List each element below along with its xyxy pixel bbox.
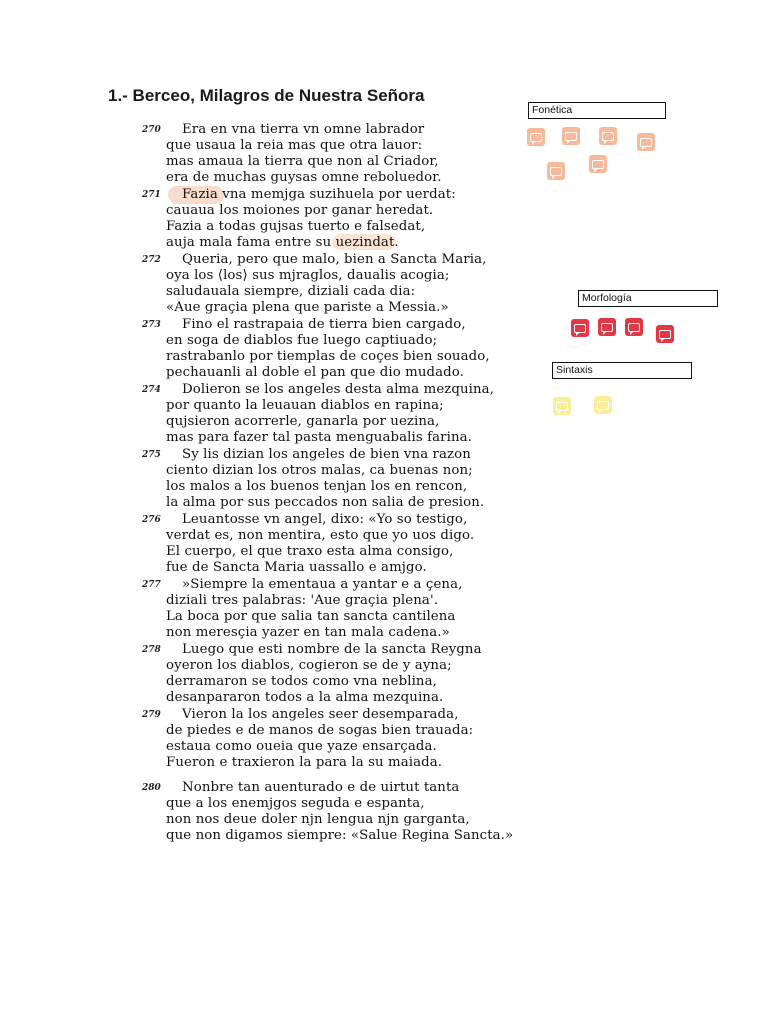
comment-bubble-icon[interactable] xyxy=(598,318,616,336)
verse-line: »Siempre la ementaua a yantar e a çena, xyxy=(182,577,463,592)
verse-line: mas amaua la tierra que non al Criador, xyxy=(166,154,439,169)
verse-line: ciento dizian los otros malas, ca buenas non; xyxy=(166,463,473,478)
comment-bubble-icon[interactable] xyxy=(571,319,589,337)
verse-line: Fueron e traxieron la para la su maiada. xyxy=(166,755,443,770)
verse-line: que usaua la reia mas que otra lauor: xyxy=(166,138,423,153)
sintaxis-label[interactable]: Sintaxis xyxy=(552,362,692,379)
verse-line: verdat es, non mentira, esto que yo uos digo. xyxy=(166,528,475,543)
comment-bubble-icon[interactable] xyxy=(562,127,580,145)
verse-line: oya los ⟨los⟩ sus mjraglos, daualis acogia; xyxy=(166,268,450,283)
verse-line: Leuantosse vn angel, dixo: «Yo so testigo, xyxy=(182,512,468,527)
verse-line: El cuerpo, el que traxo esta alma consigo, xyxy=(166,544,454,559)
verse-line: saludauala siempre, diziali cada dia: xyxy=(166,284,416,299)
verse-line: los malos a los buenos tenjan los en rencon, xyxy=(166,479,468,494)
verse-line: auja mala fama entre su uezindat. xyxy=(166,235,399,250)
verse-line: qujsieron acorrerle, ganarla por uezina, xyxy=(166,414,440,429)
verse-line: Sy lis dizian los angeles de bien vna razon xyxy=(182,447,471,462)
stanza-number: 275 xyxy=(142,450,161,460)
verse-line: Luego que esti nombre de la sancta Reygna xyxy=(182,642,482,657)
verse-line: Fazia a todas gujsas tuerto e falsedat, xyxy=(166,219,426,234)
verse-line: era de muchas guysas omne reboluedor. xyxy=(166,170,442,185)
stanza-number: 270 xyxy=(142,125,161,135)
verse-line: Fazia vna memjga suzihuela por uerdat: xyxy=(182,187,456,202)
verse-line: Era en vna tierra vn omne labrador xyxy=(182,122,425,137)
stanza xyxy=(142,512,522,576)
verse-line: Vieron la los angeles seer desemparada, xyxy=(182,707,459,722)
morfologia-label[interactable]: Morfología xyxy=(578,290,718,307)
stanza-number: 271 xyxy=(142,190,161,200)
comment-bubble-icon[interactable] xyxy=(625,318,643,336)
stanza xyxy=(142,642,522,706)
verse-line: Dolieron se los angeles desta alma mezquina, xyxy=(182,382,495,397)
stanza xyxy=(142,187,522,251)
comment-bubble-icon[interactable] xyxy=(637,133,655,151)
stanza xyxy=(142,382,522,446)
verse-line: que a los enemjgos seguda e espanta, xyxy=(166,796,425,811)
comment-bubble-icon[interactable] xyxy=(594,396,612,414)
verse-line: estaua como oueia que yaze ensarçada. xyxy=(166,739,437,754)
stanza xyxy=(142,122,522,186)
stanza-number: 276 xyxy=(142,515,161,525)
verse-line: que non digamos siempre: «Salue Regina Sancta.» xyxy=(166,828,514,843)
verse-line: pechauanli al doble el pan que dio mudado. xyxy=(166,365,464,380)
stanza-number: 273 xyxy=(142,320,161,330)
verse-line: La boca por que salia tan sancta cantilena xyxy=(166,609,456,624)
stanza xyxy=(142,252,522,316)
verse-line: fue de Sancta Maria uassallo e amjgo. xyxy=(166,560,427,575)
verse-line: non nos deue doler njn lengua njn garganta, xyxy=(166,812,470,827)
verse-line: derramaron se todos como vna neblina, xyxy=(166,674,437,689)
stanza-number: 279 xyxy=(142,710,161,720)
verse-line: non meresçia yazer en tan mala cadena.» xyxy=(166,625,450,640)
stanza xyxy=(142,447,522,511)
verse-line: cauaua los moiones por ganar heredat. xyxy=(166,203,434,218)
stanza xyxy=(142,577,522,641)
stanza xyxy=(142,780,522,844)
stanza-number: 278 xyxy=(142,645,161,655)
stanza-number: 277 xyxy=(142,580,161,590)
comment-bubble-icon[interactable] xyxy=(527,128,545,146)
stanza xyxy=(142,317,522,381)
verse-line: por quanto la leuauan diablos en rapina; xyxy=(166,398,444,413)
verse-line: desanpararon todos a la alma mezquina. xyxy=(166,690,444,705)
stanza-number: 274 xyxy=(142,385,161,395)
verse-line: mas para fazer tal pasta menguabalis farina. xyxy=(166,430,472,445)
verse-line: de piedes e de manos de sogas bien trauada: xyxy=(166,723,474,738)
verse-line: oyeron los diablos, cogieron se de y ayna; xyxy=(166,658,452,673)
stanza xyxy=(142,707,522,771)
verse-line: en soga de diablos fue luego captiuado; xyxy=(166,333,438,348)
verse-line: Nonbre tan auenturado e de uirtut tanta xyxy=(182,780,460,795)
verse-line: Queria, pero que malo, bien a Sancta Maria, xyxy=(182,252,487,267)
comment-bubble-icon[interactable] xyxy=(656,325,674,343)
fonetica-label[interactable]: Fonética xyxy=(528,102,666,119)
verse-line: rastrabanlo por tiemplas de coçes bien souado, xyxy=(166,349,490,364)
verse-line: diziali tres palabras: 'Aue graçia plena'. xyxy=(166,593,439,608)
comment-bubble-icon[interactable] xyxy=(599,127,617,145)
verse-line: la alma por sus peccados non salia de presion. xyxy=(166,495,485,510)
page-title: 1.- Berceo, Milagros de Nuestra Señora xyxy=(108,86,425,105)
verse-line: «Aue graçia plena que pariste a Messia.» xyxy=(166,300,449,315)
stanza-number: 272 xyxy=(142,255,161,265)
comment-bubble-icon[interactable] xyxy=(547,162,565,180)
verse-line: Fino el rastrapaia de tierra bien cargado, xyxy=(182,317,466,332)
comment-bubble-icon[interactable] xyxy=(589,155,607,173)
stanza-number: 280 xyxy=(142,783,161,793)
comment-bubble-icon[interactable] xyxy=(553,397,571,415)
